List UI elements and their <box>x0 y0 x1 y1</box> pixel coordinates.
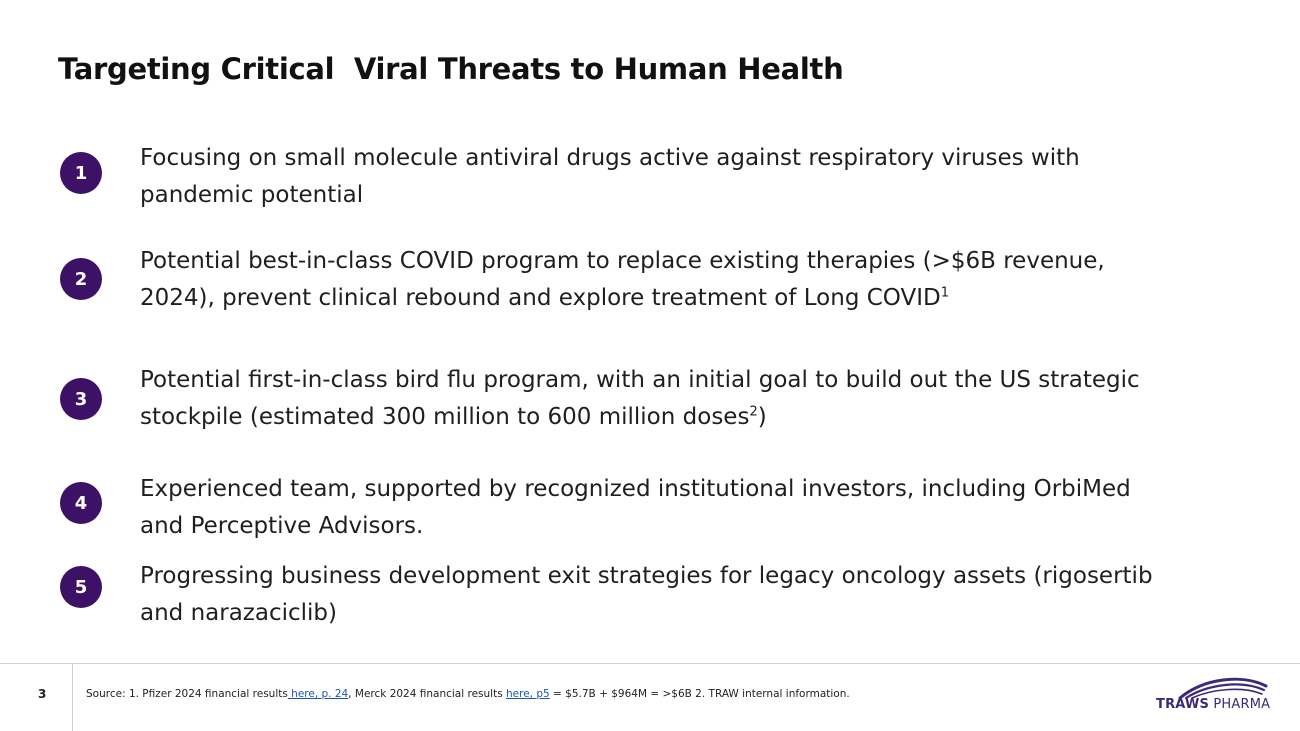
source-link-pfizer[interactable]: here, p. 24 <box>287 688 349 700</box>
logo-word-pharma: PHARMA <box>1209 697 1271 712</box>
item-line: Potential best-in-class COVID program to replace existing therapies (>$6B revenue, <box>140 248 1105 274</box>
item-line: and Perceptive Advisors. <box>140 513 424 539</box>
source-link-merck[interactable]: here, p5 <box>506 688 550 700</box>
source-mid: , Merck 2024 financial results <box>348 688 503 700</box>
item-line: Potential first-in-class bird flu program, with an initial goal to build out the US strategic <box>140 367 1140 393</box>
source-note <box>86 688 850 700</box>
item-line: stockpile (estimated 300 million to 600 million doses <box>140 404 750 430</box>
item-text <box>140 362 1250 436</box>
source-prefix: Source: 1. Pfizer 2024 financial results <box>86 688 288 700</box>
number-badge: 4 <box>60 482 102 524</box>
number-badge: 2 <box>60 258 102 300</box>
item-text <box>140 558 1250 632</box>
footnote-marker: 2 <box>749 404 758 420</box>
item-line: Focusing on small molecule antiviral drugs active against respiratory viruses with <box>140 145 1080 171</box>
number-badge: 1 <box>60 152 102 194</box>
item-line: Progressing business development exit strategies for legacy oncology assets (rigosertib <box>140 563 1153 589</box>
page-number: 3 <box>38 687 47 701</box>
logo-word-traws: TRAWS <box>1156 697 1210 712</box>
item-line: 2024), prevent clinical rebound and explore treatment of Long COVID <box>140 285 941 311</box>
logo-wordmark <box>1156 697 1270 712</box>
footer-divider <box>0 663 1300 664</box>
item-line: Experienced team, supported by recognized institutional investors, including OrbiMed <box>140 476 1131 502</box>
footnote-marker: 1 <box>940 285 949 301</box>
item-text <box>140 140 1250 214</box>
item-line: pandemic potential <box>140 182 364 208</box>
slide-title: Targeting Critical Viral Threats to Human Health <box>58 52 844 86</box>
item-text <box>140 471 1250 545</box>
item-line: and narazaciclib) <box>140 600 338 626</box>
footer-vertical-divider <box>72 664 73 731</box>
number-badge: 5 <box>60 566 102 608</box>
item-text <box>140 243 1250 317</box>
source-suffix: = $5.7B + $964M = >$6B 2. TRAW internal information. <box>549 688 850 700</box>
number-badge: 3 <box>60 378 102 420</box>
item-line-tail: ) <box>757 404 767 430</box>
